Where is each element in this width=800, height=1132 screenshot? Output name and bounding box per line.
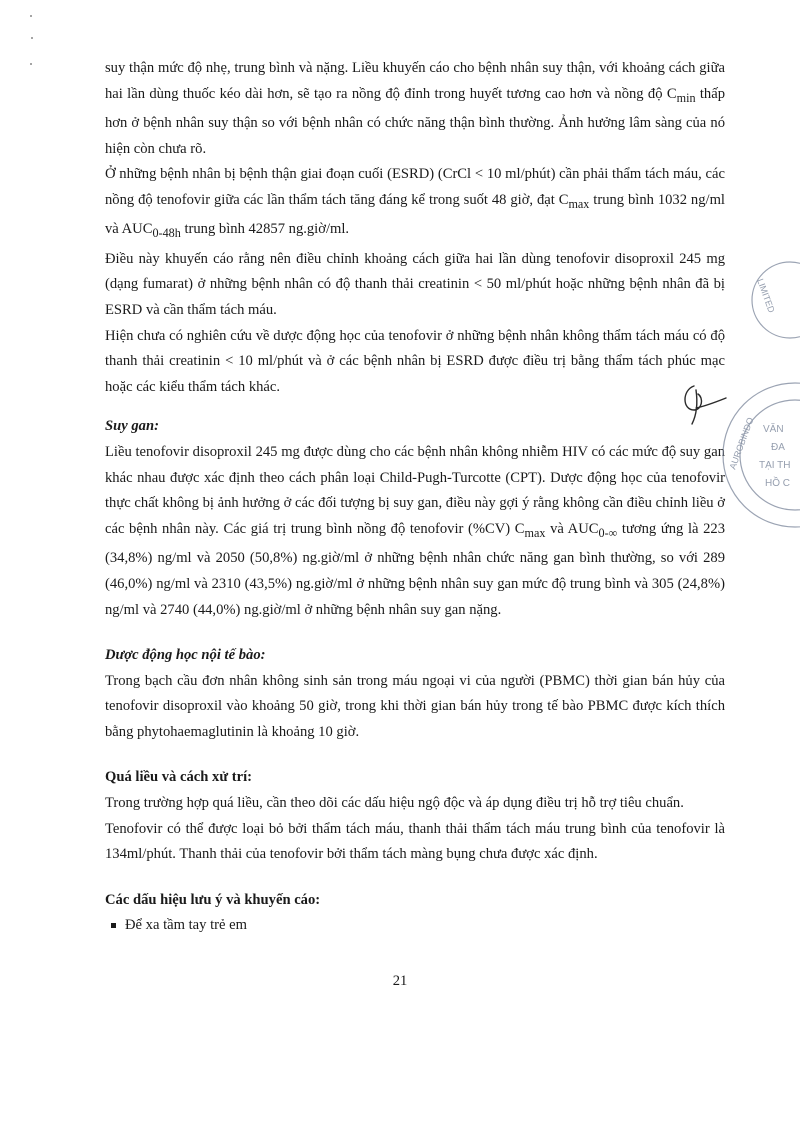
paragraph-overdose-monitor: Trong trường hợp quá liều, cần theo dõi các dấu hiệu ngộ độc và áp dụng điều trị hỗ trợ tiêu chuẩn. (105, 795, 684, 812)
scan-speck (31, 37, 33, 39)
stamp-line: HỒ C (765, 478, 790, 489)
page-number: 21 (392, 973, 408, 989)
scan-speck (30, 63, 32, 65)
bullet-icon (111, 923, 116, 928)
paragraph-overdose-dialysis: Tenofovir có thể được loại bỏ bởi thẩm tách máu, thanh thải thẩm tách máu trung bình của tenofovir là 134ml/phút. Thanh thải của tenofovir bởi thẩm tách màng bụng chưa được xác định. (105, 820, 725, 863)
heading-hepatic-impairment: Suy gan: (105, 418, 159, 435)
stamp-text-right: LIMITED (755, 277, 777, 315)
paragraph-dose-interval: Điều này khuyến cáo rằng nên điều chỉnh khoảng cách giữa hai lần dùng tenofovir disoproxil 245 mg (dạng fumarat) ở những bệnh nhân có độ thanh thải creatinin < 50 ml/phút hoặc những bệnh nhân đã bị ESRD và cần thẩm tách máu. (105, 250, 725, 319)
stamp-line: VĂN (763, 424, 784, 435)
heading-intracellular-pk: Dược động học nội tế bào: (105, 647, 266, 664)
paragraph-intracellular: Trong bạch cầu đơn nhân không sinh sản trong máu ngoại vi của người (PBMC) thời gian bán hủy của tenofovir disoproxil vào khoảng 50 giờ, trong khi thời gian bán hủy trong tế bào PBMC được kích thích bằng phytohaemaglutinin là khoảng 10 giờ. (105, 672, 725, 740)
heading-warnings: Các dấu hiệu lưu ý và khuyến cáo: (105, 891, 321, 908)
paragraph-renal-mild: suy thận mức độ nhẹ, trung bình và nặng. Liều khuyến cáo cho bệnh nhân suy thận, với khoảng cách giữa hai lần dùng thuốc kéo dài hơn, sẽ tạo ra nồng độ đỉnh trong huyết tương cao hơn và nồng độ $C_{min}$ thấp hơn ở bệnh nhân suy thận so với bệnh nhân có chức năng thận bình thường. Ảnh hưởng lâm sàng của nó hiện còn chưa rõ. (105, 60, 725, 157)
stamp-line: TẠI TH (759, 460, 791, 471)
stamp-line: ĐA (771, 442, 785, 453)
signature-mark (672, 380, 732, 430)
paragraph-esrd: Ở những bệnh nhân bị bệnh thận giai đoạn cuối (ESRD) (CrCl < 10 ml/phút) cần phải thẩm tách máu, các nồng độ tenofovir giữa các lần thẩm tách tăng đáng kể trong suốt 48 giờ, đạt $C_{max}$ trung bình 1032 ng/ml và $AUC_{0-48h}$ trung bình 42857 ng.giờ/ml. (105, 166, 725, 241)
paragraph-hepatic: Liều tenofovir disoproxil 245 mg được dùng cho các bệnh nhân không nhiễm HIV có các mức độ suy gan khác nhau được xác định theo cách phân loại Child-Pugh-Turcotte (CPT). Dược động học của tenofovir thực chất không bị ảnh hưởng ở các đối tượng bị suy gan, điều này gợi ý rằng không cần điều chỉnh liều ở các bệnh nhân này. Các giá trị trung bình nồng độ tenofovir (%CV) $C_{max}$ và $AUC_{0-\infty}$ tương ứng là 223 (34,8%) ng/ml và 2050 (50,8%) ng.giờ/ml ở những bệnh nhân chức năng gan bình thường, so với 289 (46,0%) ng/ml và 2310 (43,5%) ng.giờ/ml ở những bệnh nhân suy gan mức độ trung bình và 305 (24,8%) ng/ml và 2740 (44,0%) ng.giờ/ml ở những bệnh nhân suy gan nặng. (105, 444, 726, 618)
paragraph-no-studies: Hiện chưa có nghiên cứu về dược động học của tenofovir ở những bệnh nhân không thẩm tách máu có độ thanh thải creatinin < 10 ml/phút và ở các bệnh nhân bị ESRD được điều trị bằng thẩm tách phúc mạc hoặc các kiểu thẩm tách khác. (105, 327, 725, 395)
list-item: Để xa tầm tay trẻ em (105, 913, 725, 939)
warnings-list (105, 913, 725, 939)
scan-speck (30, 15, 32, 17)
heading-overdose: Quá liều và cách xử trí: (105, 769, 252, 786)
stamp-text-top: AUROBINDO (727, 416, 756, 471)
document-body (105, 56, 725, 939)
